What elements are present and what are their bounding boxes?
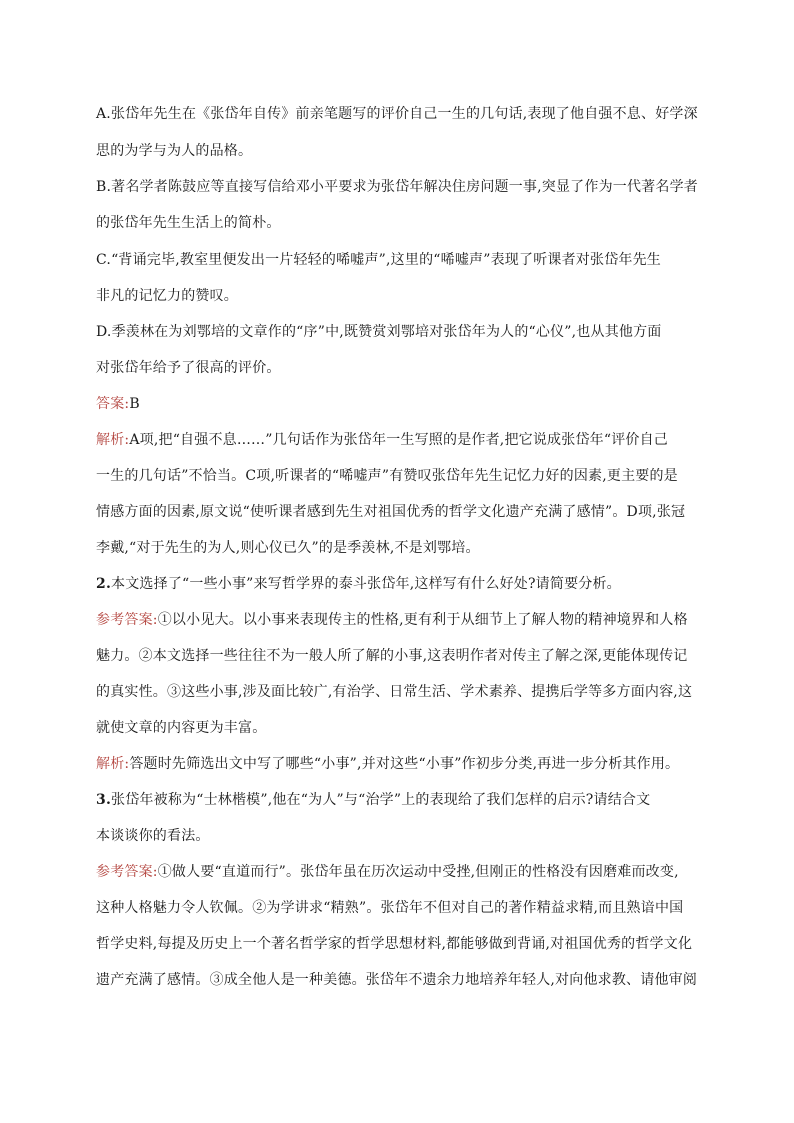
analysis-label: 解析: (96, 756, 130, 772)
question-3-line-1 (96, 790, 650, 810)
analysis-1-line-4: 李戴,“对于先生的为人,则心仪已久”的是季羡林,不是刘鄂培。 (96, 540, 480, 556)
answer-value: B (129, 396, 140, 412)
reference-2-line-1 (96, 610, 688, 630)
option-a-line-1: A.张岱年先生在《张岱年自传》前亲笔题写的评价自己一生的几句话,表现了他自强不息、好学深 (96, 106, 698, 122)
question-3-number: 3. (96, 792, 112, 808)
analysis-label: 解析: (96, 432, 130, 448)
reference-2-line-3: 的真实性。③这些小事,涉及面比较广,有治学、日常生活、学术素养、提携后学等多方面内容,这 (96, 684, 693, 700)
reference-3-line-4: 遗产充满了感情。③成全他人是一种美德。张岱年不遗余力地培养年轻人,对向他求教、请他审阅 (96, 972, 698, 988)
reference-3-line-2: 这种人格魅力令人钦佩。②为学讲求“精熟”。张岱年不但对自己的著作精益求精,而且熟谙中国 (96, 900, 684, 916)
analysis-1-line-1 (96, 430, 668, 450)
question-3-text-1: 张岱年被称为“士林楷模”,他在“为人”与“治学”上的表现给了我们怎样的启示?请结合文 (111, 792, 651, 808)
reference-3-line-1 (96, 862, 679, 882)
reference-label: 参考答案: (96, 864, 158, 880)
answer-label: 答案: (96, 396, 130, 412)
option-d-line-1: D.季羡林在为刘鄂培的文章作的“序”中,既赞赏刘鄂培对张岱年为人的“心仪”,也从其他方面 (96, 324, 662, 340)
reference-2-text-1: ①以小见大。以小事来表现传主的性格,更有利于从细节上了解人物的精神境界和人格 (157, 612, 688, 628)
option-a-line-2: 思的为学与为人的品格。 (96, 143, 253, 159)
analysis-1-line-3: 情感方面的因素,原文说“使听课者感到先生对祖国优秀的哲学文化遗产充满了感情”。D项,张冠 (96, 504, 686, 520)
analysis-2-text: 答题时先筛选出文中写了哪些“小事”,并对这些“小事”作初步分类,再进一步分析其作用。 (129, 756, 680, 772)
reference-2-line-4: 就使文章的内容更为丰富。 (96, 720, 267, 736)
reference-3-text-1: ①做人要“直道而行”。张岱年虽在历次运动中受挫,但刚正的性格没有因磨难而改变, (157, 864, 679, 880)
reference-label: 参考答案: (96, 612, 158, 628)
question-2-number: 2. (96, 576, 112, 592)
analysis-1-text-1: A项,把“自强不息……”几句话作为张岱年一生写照的是作者,把它说成张岱年“评价自己 (129, 432, 669, 448)
option-d-line-2: 对张岱年给予了很高的评价。 (96, 360, 281, 376)
option-c-line-1: C.“背诵完毕,教室里便发出一片轻轻的唏嘘声”,这里的“唏嘘声”表现了听课者对张岱年先生 (96, 252, 661, 268)
answer-1 (96, 394, 140, 414)
reference-3-line-3: 哲学史料,每提及历史上一个著名哲学家的哲学思想材料,都能够做到背诵,对祖国优秀的哲学文化 (96, 936, 693, 952)
option-b-line-1: B.著名学者陈鼓应等直接写信给邓小平要求为张岱年解决住房问题一事,突显了作为一代著名学者 (96, 179, 698, 195)
question-2 (96, 574, 621, 594)
reference-2-line-2: 魅力。②本文选择一些往往不为一般人所了解的小事,这表明作者对传主了解之深,更能体现传记 (96, 648, 688, 664)
option-b-line-2: 的张岱年先生生活上的简朴。 (96, 215, 281, 231)
analysis-2 (96, 754, 679, 774)
analysis-1-line-2: 一生的几句话”不恰当。C项,听课者的“唏嘘声”有赞叹张岱年先生记忆力好的因素,更主要的是 (96, 468, 678, 484)
question-2-text: 本文选择了“一些小事”来写哲学界的泰斗张岱年,这样写有什么好处?请简要分析。 (111, 576, 621, 592)
option-c-line-2: 非凡的记忆力的赞叹。 (96, 288, 238, 304)
question-3-line-2: 本谈谈你的看法。 (96, 828, 210, 844)
